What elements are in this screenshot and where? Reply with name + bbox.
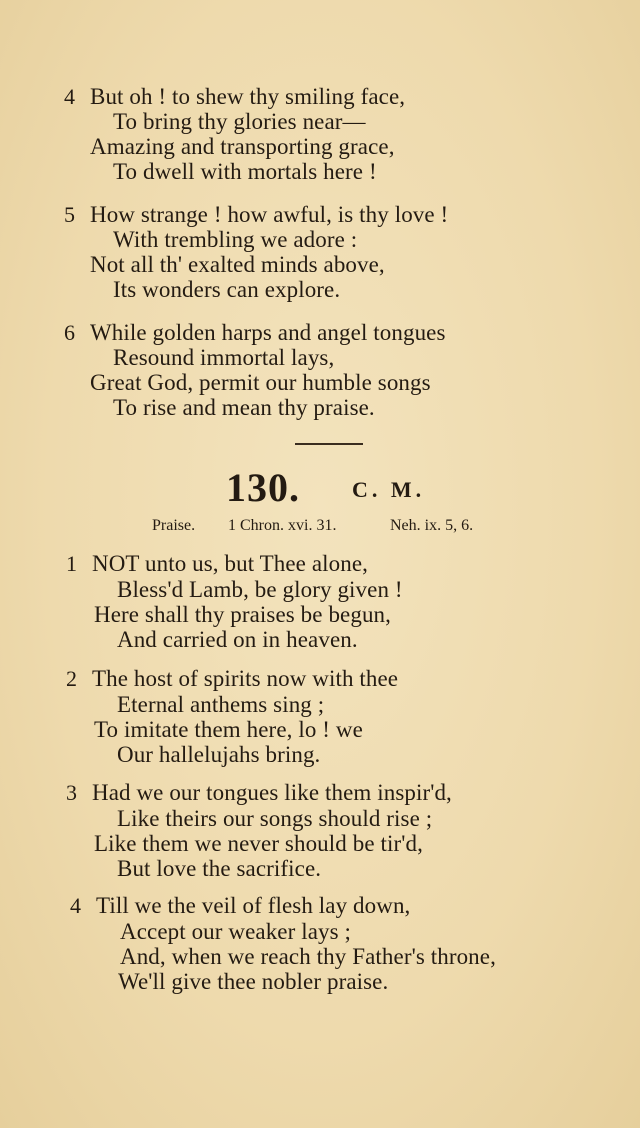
stanza-number: 4 bbox=[70, 893, 81, 918]
stanza-line: We'll give thee nobler praise. bbox=[118, 969, 389, 994]
stanza-line: Like them we never should be tir'd, bbox=[94, 831, 423, 856]
stanza-line: While golden harps and angel tongues bbox=[90, 320, 446, 345]
stanza-line: Great God, permit our humble songs bbox=[90, 370, 431, 395]
hymn-topic: Praise. bbox=[152, 517, 196, 534]
stanza-line: Its wonders can explore. bbox=[113, 277, 341, 302]
stanza-line: NOT unto us, but Thee alone, bbox=[92, 551, 368, 576]
stanza-line: And, when we reach thy Father's throne, bbox=[120, 944, 496, 969]
stanza-line: Amazing and transporting grace, bbox=[90, 134, 395, 159]
stanza-line: Our hallelujahs bring. bbox=[117, 742, 321, 767]
stanza-line: Till we the veil of flesh lay down, bbox=[96, 893, 411, 918]
stanza-line: And carried on in heaven. bbox=[117, 627, 358, 652]
stanza-line: To rise and mean thy praise. bbox=[113, 395, 375, 420]
stanza-line: To bring thy glories near— bbox=[113, 109, 366, 134]
scripture-reference: 1 Chron. xvi. 31. bbox=[228, 517, 337, 534]
stanza-line: Here shall thy praises be begun, bbox=[94, 602, 391, 627]
stanza-number: 3 bbox=[66, 780, 77, 805]
hymn-number: 130. bbox=[226, 465, 300, 510]
stanza-line: To dwell with mortals here ! bbox=[113, 159, 377, 184]
stanza-line: Not all th' exalted minds above, bbox=[90, 252, 385, 277]
scripture-reference: Neh. ix. 5, 6. bbox=[390, 517, 474, 534]
stanza-line: But love the sacrifice. bbox=[117, 856, 322, 881]
stanza-number: 4 bbox=[64, 84, 75, 109]
stanza-number: 6 bbox=[64, 320, 75, 345]
divider-rule bbox=[295, 443, 363, 445]
stanza-line: But oh ! to shew thy smiling face, bbox=[90, 84, 406, 109]
stanza-line: With trembling we adore : bbox=[113, 227, 358, 252]
stanza-number: 2 bbox=[66, 666, 77, 691]
stanza-line: Had we our tongues like them inspir'd, bbox=[92, 780, 452, 805]
stanza-line: How strange ! how awful, is thy love ! bbox=[90, 202, 449, 227]
stanza-line: To imitate them here, lo ! we bbox=[94, 717, 363, 742]
stanza-line: Like theirs our songs should rise ; bbox=[117, 806, 433, 831]
stanza-line: Accept our weaker lays ; bbox=[120, 919, 352, 944]
stanza-line: Resound immortal lays, bbox=[113, 345, 335, 370]
stanza-number: 1 bbox=[66, 551, 77, 576]
stanza-line: The host of spirits now with thee bbox=[92, 666, 399, 691]
stanza-line: Bless'd Lamb, be glory given ! bbox=[117, 577, 403, 602]
hymn-meter: C. M. bbox=[352, 477, 426, 502]
stanza-line: Eternal anthems sing ; bbox=[117, 692, 325, 717]
stanza-number: 5 bbox=[64, 202, 75, 227]
